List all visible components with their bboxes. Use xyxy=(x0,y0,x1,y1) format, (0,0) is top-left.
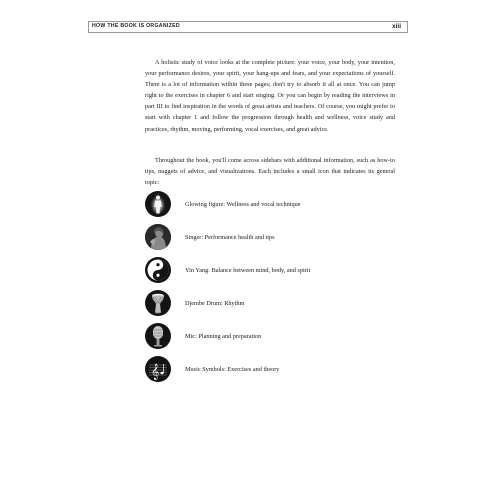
body-paragraph-intro: A holistic study of voice looks at the complete picture: your voice, your body, your intention, your performance desires, your spirit, your hang-ups and fears, and your expectations of yourself. There is a lot of information within these pages; don't try to absorb it all at once. You can jump right to the exercises in chapter 6 and start singing. Or you can begin by reading the interviews in part III to find inspiration in the words of great artists and teachers. Of course, you might prefer to start with chapter 1 and follow the progression through health and wellness, voice study and practices, rhythm, moving, performing, vocal exercises, and great advice. xyxy=(145,59,395,133)
svg-text:𝄞: 𝄞 xyxy=(151,364,160,380)
icon-legend-label: Singer: Performance health and tips xyxy=(185,233,275,241)
icon-legend-label: Music Symbols: Exercises and theory xyxy=(185,365,280,373)
glowing-figure-icon xyxy=(145,191,171,217)
icon-legend-label: Yin Yang: Balance between mind, body, and spirit xyxy=(185,266,311,274)
icon-legend-item xyxy=(145,224,275,250)
icon-legend-label: Mic: Planning and preparation xyxy=(185,332,262,340)
icon-legend-item xyxy=(145,356,279,382)
music-symbols-icon xyxy=(145,356,171,382)
icon-legend-item xyxy=(145,191,301,217)
yin-yang-icon xyxy=(145,257,171,283)
icon-legend-label: Glowing figure: Wellness and vocal technique xyxy=(185,200,301,208)
singer-icon xyxy=(145,224,171,250)
body-paragraph-sidebars: Throughout the book, you'll come across sidebars with additional information, such as how-to tips, nuggets of advice, and visualizations. Each includes a small icon that indicates its general topic: xyxy=(145,157,395,187)
page-number: xiii xyxy=(392,23,402,30)
running-header xyxy=(88,21,408,33)
icon-legend-label: Djembe Drum: Rhythm xyxy=(185,299,245,307)
djembe-drum-icon xyxy=(145,290,171,316)
icon-legend-item xyxy=(145,290,244,316)
icon-legend-item xyxy=(145,323,261,349)
header-title: HOW THE BOOK IS ORGANIZED xyxy=(92,23,180,29)
mic-icon xyxy=(145,323,171,349)
icon-legend-item xyxy=(145,257,310,283)
